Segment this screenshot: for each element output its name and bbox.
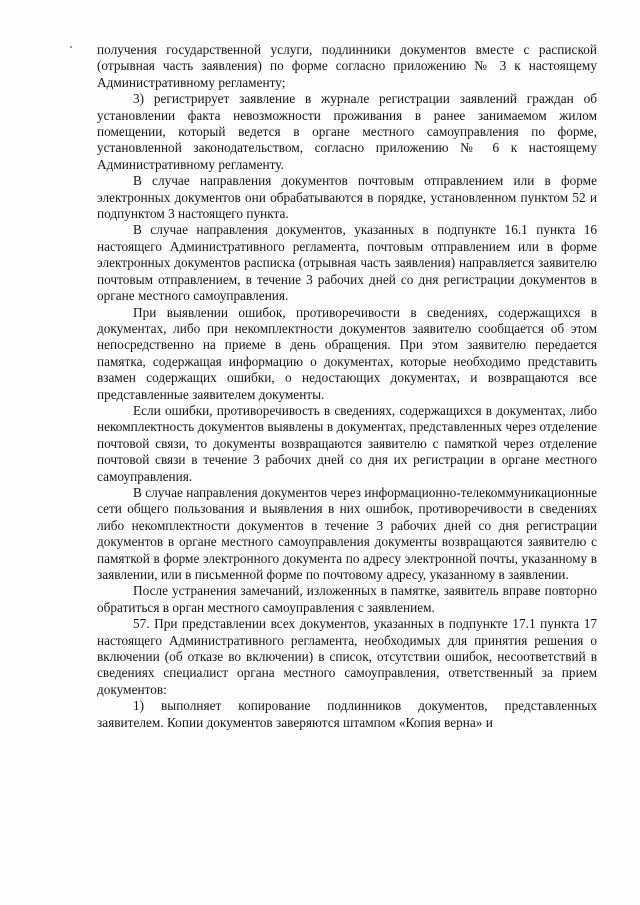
paragraph-resubmission: После устранения замечаний, изложенных в памятке, заявитель вправе повторно обратиться в орган местного самоуправления с заявлением. (97, 583, 597, 615)
document-body (97, 42, 597, 731)
paragraph-continuation: получения государственной услуги, подлинники документов вместе с распиской (отрывная часть заявления) по форме согласно приложению № 3 к настоящему Административному регламенту; (97, 42, 597, 90)
paragraph-errors-in-person: При выявлении ошибок, противоречивости в сведениях, содержащихся в документах, либо при некомплектности документов заявителю сообщается об этом непосредственно на приеме в день обращения. При этом заявителю передается памятка, содержащая информацию о документах, которые необходимо представить взамен содержащих ошибки, о недостающих документах, и возвращаются все представленные заявителем документы. (97, 304, 597, 402)
paragraph-errors-postal: Если ошибки, противоречивость в сведениях, содержащихся в документах, либо некомплектность документов выявлены в документах, представленных через отделение почтовой связи, то документы возвращаются заявителю с памяткой через отделение почтовой связи в течение 3 рабочих дней со дня их регистрации в органе местного самоуправления. (97, 402, 597, 484)
paragraph-item-3-register: 3) регистрирует заявление в журнале регистрации заявлений граждан об установлении факта невозможности проживания в ранее занимаемом жилом помещении, который ведется в органе местного самоуправления по форме, установленной законодательством, согласно приложению № 6 к настоящему Административному регламенту. (97, 91, 597, 172)
paragraph-postal-processing: В случае направления документов почтовым отправлением или в форме электронных документов они обрабатываются в порядке, установленном пунктом 52 и подпунктом 3 настоящего пункта. (97, 173, 597, 222)
paragraph-errors-electronic: В случае направления документов через информационно-телекоммуникационные сети общего пользования и выявления в них ошибок, противоречивости в сведениях либо некомплектности документов в течение 3 рабочих дней со дня регистрации документов в органе местного самоуправления документы возвращаются заявителю с памяткой в форме электронного документа по адресу электронной почты, указанному в заявлении, или в письменной форме по почтовому адресу, указанному в заявлении. (97, 484, 597, 582)
paragraph-item-1-copying: 1) выполняет копирование подлинников документов, представленных заявителем. Копии документов заверяются штампом «Копия верна» и (97, 698, 597, 730)
scan-speck (70, 46, 72, 48)
paragraph-item-57: 57. При представлении всех документов, указанных в подпункте 17.1 пункта 17 настоящего Административного регламента, необходимых для принятия решения о включении (об отказе во включении) в список, отсутствии ошибок, несоответствий в сведениях специалист органа местного самоуправления, ответственный за прием документов: (97, 616, 597, 697)
paragraph-receipt-mailing: В случае направления документов, указанных в подпункте 16.1 пункта 16 настоящего Административного регламента, почтовым отправлением или в форме электронных документов расписка (отрывная часть заявления) направляется заявителю почтовым отправлением, в течение 3 рабочих дней со дня регистрации документов в органе местного самоуправления. (97, 222, 597, 304)
